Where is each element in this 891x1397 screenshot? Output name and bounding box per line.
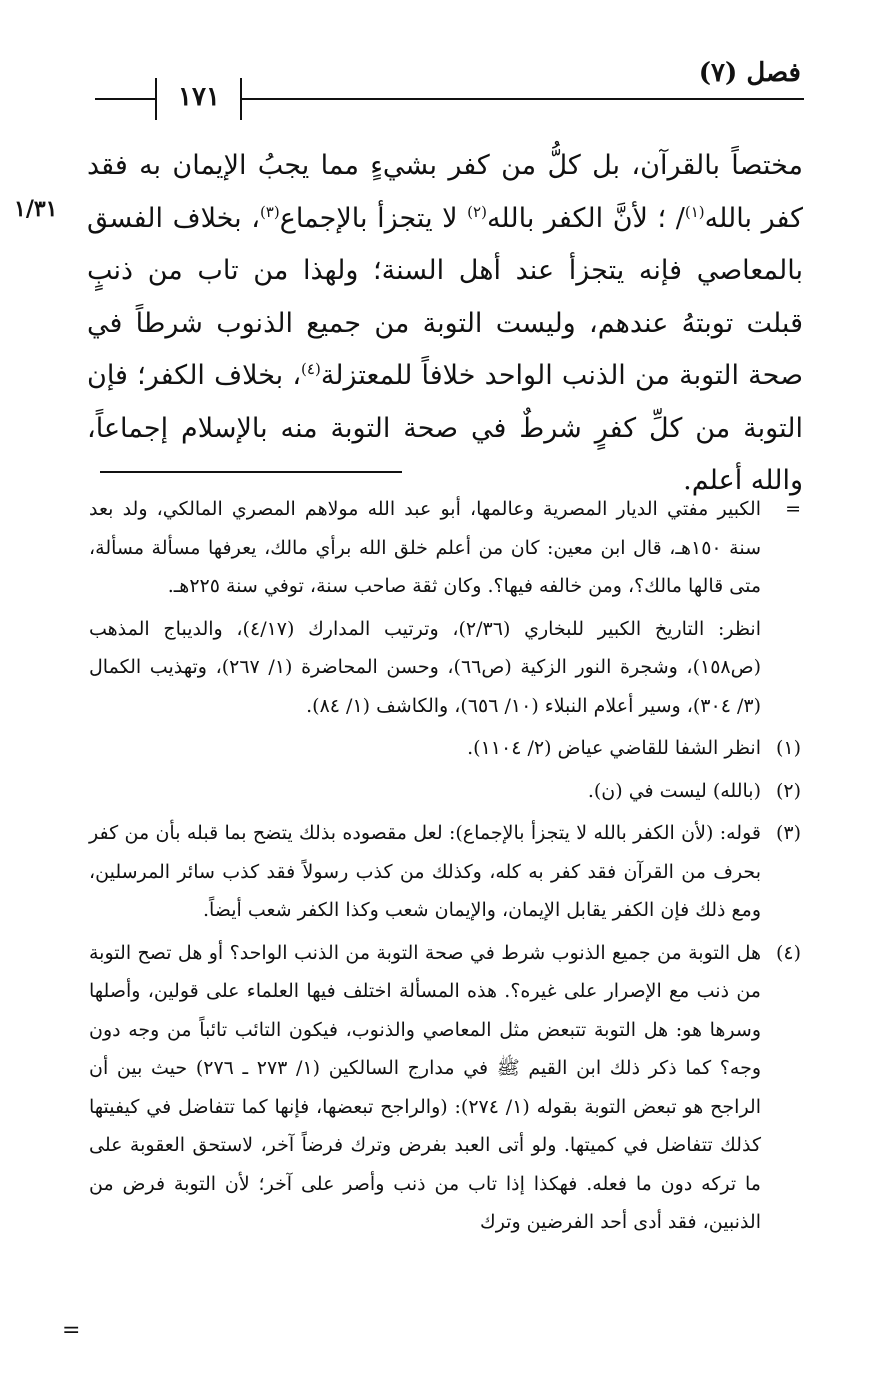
- header-rule-right: [242, 98, 804, 100]
- header-rule-left: [95, 98, 155, 100]
- footnote-sources: [89, 610, 801, 726]
- footnote-text: (بالله) ليست في (ن).: [587, 779, 761, 802]
- chapter-title: فصل (٧): [698, 58, 801, 88]
- continuation-end-mark: =: [62, 1318, 81, 1343]
- footnote-text: هل التوبة من جميع الذنوب شرط في صحة التوبة من الذنب الواحد؟ أو هل تصح التوبة من ذنب مع الإصرار على غيره؟. هذه المسألة اختلف فيها العلماء على قولين، وأصلها وسرها هو: هل التوبة تتبعض مثل المعاصي والذنوب، فيكون التائب تائباً من وجه دون وجه؟ كما ذكر ذلك ابن القيم ﷺ في مدارج السالكين (١/ ٢٧٣ ـ ٢٧٦) حيث بين أن الراجح هو تبعض التوبة بقوله (١/ ٢٧٤): (والراجح تبعضها، فإنها كما تتفاضل في كيفيتها كذلك تتفاضل في كميتها. ولو أتى العبد بفرض وترك فرضاً آخر، لاستحق العقوبة على ما تركه دون ما فعله. فهكذا إذا تاب من ذنب وأصر على آخر؛ لأن التوبة فرض من الذنبين، فقد أدى أحد الفرضين وترك: [89, 941, 761, 1233]
- header-tick-left: [155, 78, 157, 120]
- footnote-ref-3[interactable]: (٣): [259, 202, 280, 221]
- margin-page-reference: ١/٣١: [14, 196, 58, 222]
- footnote-item: [89, 729, 801, 768]
- footnote-ref-4[interactable]: (٤): [301, 360, 321, 378]
- footnote-item: [89, 934, 801, 1242]
- footnote-text: قوله: (لأن الكفر بالله لا يتجزأ بالإجماع): لعل مقصوده بذلك يتضح بما قبله بأن من كفر بحرف من القرآن فقد كفر به كله، وكذلك من كذب رسولاً فقد كذب سائر المرسلين، ومع ذلك فإن الكفر يقابل الإيمان، والإيمان شعب وكذا الكفر شعب أيضاً.: [89, 822, 761, 921]
- text-segment: ، بخلاف الفسق بالمعاصي فإنه يتجزأ عند أهل السنة؛ ولهذا من تاب من ذنبٍ قبلت توبتهُ عندهم، وليست التوبة من جميع الذنوب شرطاً في صحة التوبة من الذنب الواحد خلافاً للمعتزلة: [87, 202, 803, 391]
- footnote-ref-2[interactable]: (٢): [467, 202, 487, 221]
- footnote-item: [89, 772, 801, 811]
- footnote-number: (٤): [775, 941, 801, 964]
- main-text: [87, 140, 803, 508]
- footnote-item: [89, 814, 801, 930]
- footnote-continuation: [89, 490, 801, 606]
- main-paragraph: [87, 140, 803, 508]
- footnote-ref-1[interactable]: (١): [684, 202, 705, 221]
- text-segment: ، بخلاف الكفر؛ فإن التوبة من كلِّ كفرٍ شرطٌ في صحة التوبة منه بالإسلام إجماعاً، والله أعلم.: [87, 360, 803, 496]
- text-segment: / ؛ لأنَّ الكفر بالله: [486, 202, 685, 234]
- footnote-separator: [100, 471, 402, 473]
- text-segment: لا يتجزأ بالإجماع: [279, 202, 468, 234]
- sources-text: انظر: التاريخ الكبير للبخاري (٢/٣٦)، وترتيب المدارك (٤/١٧)، والديباج المذهب (ص١٥٨)، وشجرة النور الزكية (ص٦٦)، وحسن المحاضرة (١/ ٢٦٧)، وتهذيب الكمال (٣/ ٣٠٤)، وسير أعلام النبلاء (١٠/ ٦٥٦)، والكاشف (١/ ٨٤).: [89, 617, 762, 717]
- text-segment: مختصاً بالقرآن، بل كلُّ من كفر بشيءٍ مما يجبُ الإيمان به فقد كفر بالله: [87, 150, 803, 234]
- footnote-text: انظر الشفا للقاضي عياض (٢/ ١١٠٤).: [467, 737, 761, 759]
- footnote-number: (٣): [775, 822, 801, 844]
- continuation-mark: =: [785, 498, 801, 520]
- footnote-number: (١): [775, 737, 801, 759]
- footnote-number: (٢): [775, 779, 801, 802]
- page-number: ١٧١: [178, 82, 220, 112]
- continuation-text: الكبير مفتي الديار المصرية وعالمها، أبو عبد الله مولاهم المصري المالكي، ولد بعد سنة ١٥٠هـ، قال ابن معين: كان من أعلم خلق الله برأي مالك، يعرفها مسألة مسألة، متى قالها مالك؟، ومن خالفه فيها؟. وكان ثقة صاحب سنة، توفي سنة ٢٢٥هـ.: [89, 498, 761, 597]
- footnotes: [89, 490, 801, 1246]
